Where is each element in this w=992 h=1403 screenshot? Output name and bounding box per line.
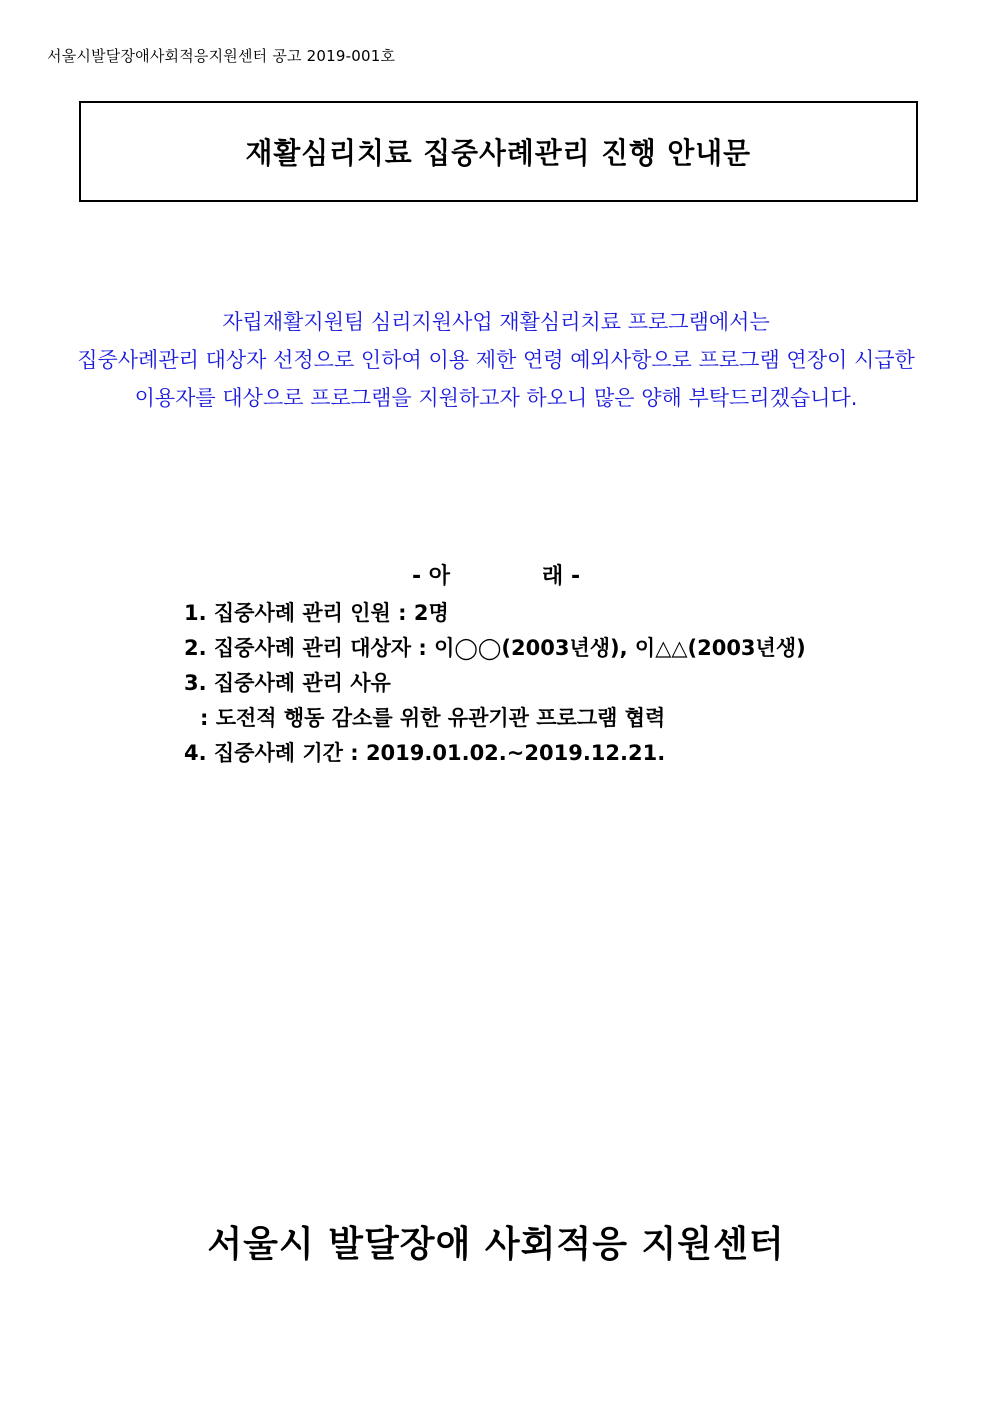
list-item: 1. 집중사례 관리 인원 : 2명 — [184, 601, 449, 625]
list-item: 2. 집중사례 관리 대상자 : 이◯◯(2003년생), 이△△(2003년생) — [184, 636, 806, 660]
notice-number: 서울시발달장애사회적응지원센터 공고 2019-001호 — [47, 47, 396, 65]
intro-paragraph — [40, 303, 952, 417]
organization-name: 서울시 발달장애 사회적응 지원센터 — [207, 1224, 785, 1265]
notice-heading-right: 래 - — [542, 564, 581, 589]
list-item-detail: : 도전적 행동 감소를 위한 유관기관 프로그램 협력 — [200, 706, 666, 730]
title-box — [79, 101, 918, 202]
intro-line: 이용자를 대상으로 프로그램을 지원하고자 하오니 많은 양해 부탁드리겠습니다. — [134, 386, 858, 410]
document-title: 재활심리치료 집중사례관리 진행 안내문 — [245, 136, 752, 170]
intro-line: 집중사례관리 대상자 선정으로 인하여 이용 제한 연령 예외사항으로 프로그램 연장이 시급한 — [77, 348, 915, 372]
notice-heading — [412, 559, 580, 590]
notice-items — [184, 596, 806, 771]
intro-line: 자립재활지원팀 심리지원사업 재활심리치료 프로그램에서는 — [222, 310, 770, 334]
list-item: 4. 집중사례 기간 : 2019.01.02.~2019.12.21. — [184, 741, 666, 765]
list-item: 3. 집중사례 관리 사유 — [184, 671, 391, 695]
notice-heading-left: - 아 — [412, 564, 451, 589]
